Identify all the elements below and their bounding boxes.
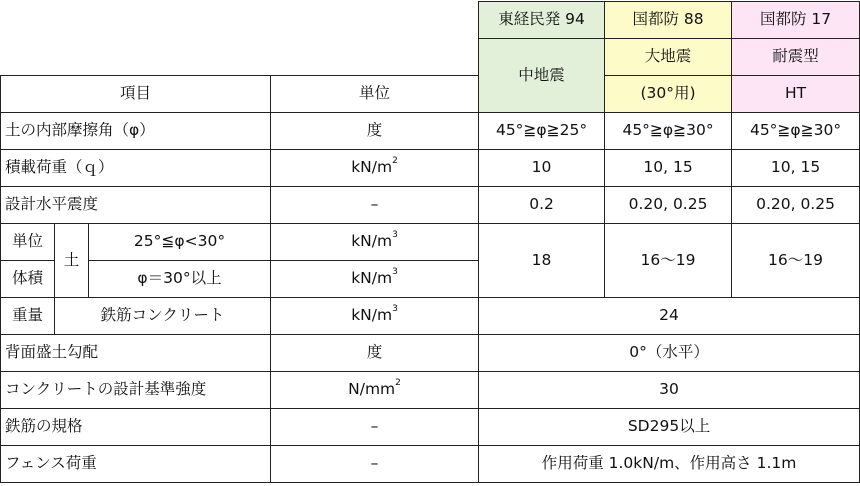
row-unit: 度 bbox=[271, 113, 479, 150]
header-col-kokutobo88: 国都防 88 bbox=[605, 2, 732, 39]
group-label-unit: 単位 bbox=[1, 224, 55, 261]
header-item: 項目 bbox=[1, 76, 271, 113]
header-unit: 単位 bbox=[271, 76, 479, 113]
header-ht: HT bbox=[732, 76, 860, 113]
row-unit: – bbox=[271, 409, 479, 446]
cell-value: 10 bbox=[479, 150, 605, 187]
header-blank bbox=[1, 2, 479, 76]
cell-value: 作用荷重 1.0kN/m、作用高さ 1.1m bbox=[479, 446, 860, 483]
cell-value: 10, 15 bbox=[732, 150, 860, 187]
row-unit: $N/mm^2$ bbox=[271, 372, 479, 409]
row-label-friction-angle: 土の内部摩擦角（φ） bbox=[1, 113, 271, 150]
header-col-tokei: 東経民発 94 bbox=[479, 2, 605, 39]
table-row bbox=[1, 224, 860, 261]
cell-value: 16～19 bbox=[605, 224, 732, 298]
header-large-quake: 大地震 bbox=[605, 39, 732, 76]
cell-value: 0.20, 0.25 bbox=[605, 187, 732, 224]
table-row bbox=[1, 446, 860, 483]
row-label-concrete-strength: コンクリートの設計基準強度 bbox=[1, 372, 271, 409]
row-label-reinforced-concrete: 鉄筋コンクリート bbox=[55, 298, 271, 335]
header-col-kokutobo17: 国都防 17 bbox=[732, 2, 860, 39]
cell-value: 0.2 bbox=[479, 187, 605, 224]
table-row bbox=[1, 335, 860, 372]
row-unit: – bbox=[271, 446, 479, 483]
cell-value: 24 bbox=[479, 298, 860, 335]
row-unit: $kN/m^3$ bbox=[271, 224, 479, 261]
cell-value: 45°≧φ≧30° bbox=[605, 113, 732, 150]
table-row bbox=[1, 187, 860, 224]
table-row bbox=[1, 409, 860, 446]
cell-value: SD295以上 bbox=[479, 409, 860, 446]
header-seismic-type: 耐震型 bbox=[732, 39, 860, 76]
row-label-soil-range1: 25°≦φ<30° bbox=[89, 224, 271, 261]
row-label-fence-load: フェンス荷重 bbox=[1, 446, 271, 483]
row-label-rebar-grade: 鉄筋の規格 bbox=[1, 409, 271, 446]
design-conditions-table bbox=[0, 1, 860, 483]
cell-value: 0°（水平） bbox=[479, 335, 860, 372]
row-unit: $kN/m^3$ bbox=[271, 261, 479, 298]
table-row bbox=[1, 113, 860, 150]
cell-value: 16～19 bbox=[732, 224, 860, 298]
row-unit: 度 bbox=[271, 335, 479, 372]
soil-label: 土 bbox=[55, 224, 89, 298]
table-row bbox=[1, 298, 860, 335]
cell-value: 30 bbox=[479, 372, 860, 409]
table-row bbox=[1, 150, 860, 187]
header-medium-quake: 中地震 bbox=[479, 39, 605, 113]
row-label-soil-range2: φ＝30°以上 bbox=[89, 261, 271, 298]
cell-value: 10, 15 bbox=[605, 150, 732, 187]
row-unit: $kN/m^3$ bbox=[271, 298, 479, 335]
group-label-weight: 重量 bbox=[1, 298, 55, 335]
cell-value: 18 bbox=[479, 224, 605, 298]
cell-value: 0.20, 0.25 bbox=[732, 187, 860, 224]
row-label-surcharge: 積載荷重（ｑ） bbox=[1, 150, 271, 187]
row-label-seismic-coefficient: 設計水平震度 bbox=[1, 187, 271, 224]
row-unit: $kN/m^2$ bbox=[271, 150, 479, 187]
row-label-backfill-slope: 背面盛土勾配 bbox=[1, 335, 271, 372]
group-label-volume: 体積 bbox=[1, 261, 55, 298]
table-row bbox=[1, 372, 860, 409]
cell-value: 45°≧φ≧25° bbox=[479, 113, 605, 150]
cell-value: 45°≧φ≧30° bbox=[732, 113, 860, 150]
header-large-quake-note: (30°用) bbox=[605, 76, 732, 113]
row-unit: – bbox=[271, 187, 479, 224]
